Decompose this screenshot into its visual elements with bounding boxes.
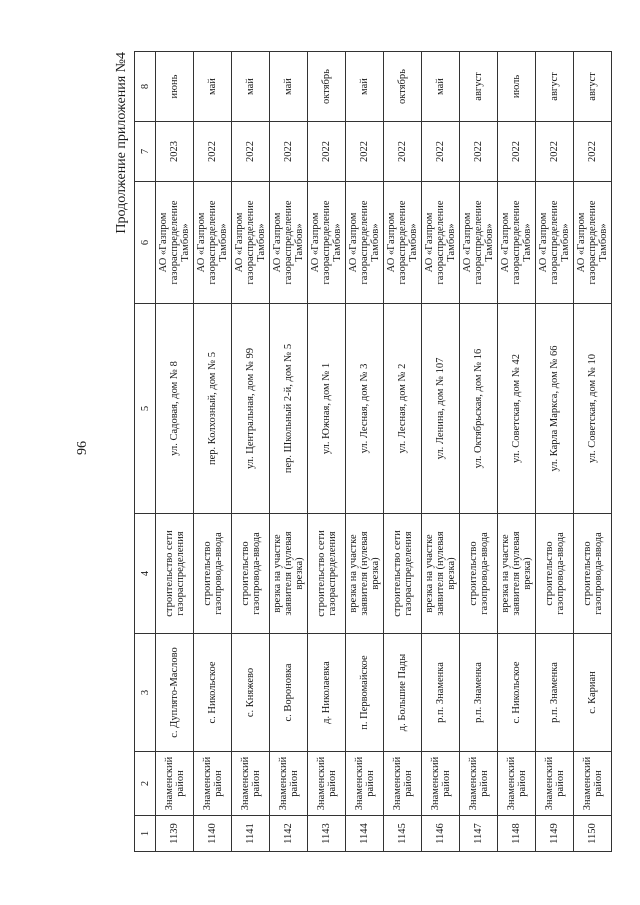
table-cell: 1144 [346, 816, 384, 852]
table-cell: ул. Ленина, дом № 107 [422, 304, 460, 514]
rotated-sheet [112, 52, 609, 852]
table-row [156, 52, 194, 852]
table-cell: 1150 [574, 816, 612, 852]
table-cell: 2022 [536, 122, 574, 182]
table-cell: врезка на участке заявителя (нулевая врезка) [270, 514, 308, 634]
column-header: 7 [135, 122, 156, 182]
table-body [156, 52, 612, 852]
table-cell: октябрь [384, 52, 422, 122]
table-row [536, 52, 574, 852]
table-cell: АО «Газпром газораспределение Тамбов» [574, 182, 612, 304]
table-row [308, 52, 346, 852]
column-header: 2 [135, 752, 156, 816]
table-cell: Знаменский район [156, 752, 194, 816]
table-cell: ул. Центральная, дом № 99 [232, 304, 270, 514]
table-cell: ул. Октябрьская, дом № 16 [460, 304, 498, 514]
table-cell: 2022 [574, 122, 612, 182]
table-row [498, 52, 536, 852]
table-cell: 2022 [270, 122, 308, 182]
table-cell: ул. Советская, дом № 42 [498, 304, 536, 514]
table-cell: 2023 [156, 122, 194, 182]
table-row [422, 52, 460, 852]
table-cell: 1141 [232, 816, 270, 852]
appendix-title: Продолжение приложения №4 [114, 52, 129, 234]
table-cell: Знаменский район [232, 752, 270, 816]
table-cell: май [422, 52, 460, 122]
table-cell: ул. Лесная, дом № 2 [384, 304, 422, 514]
table-cell: 2022 [346, 122, 384, 182]
table-cell: Знаменский район [460, 752, 498, 816]
table-cell: 2022 [460, 122, 498, 182]
table-cell: строительство газопровода-ввода [460, 514, 498, 634]
table-cell: 2022 [232, 122, 270, 182]
table-cell: ул. Советская, дом № 10 [574, 304, 612, 514]
table-cell: строительство газопровода-ввода [536, 514, 574, 634]
table-cell: строительство газопровода-ввода [232, 514, 270, 634]
table-cell: 1147 [460, 816, 498, 852]
table-cell: 1149 [536, 816, 574, 852]
column-header: 8 [135, 52, 156, 122]
table-cell: 2022 [194, 122, 232, 182]
table-row [232, 52, 270, 852]
table-cell: пер. Колхозный, дом № 5 [194, 304, 232, 514]
table-row [346, 52, 384, 852]
table-cell: с. Никольское [498, 634, 536, 752]
table-cell: с. Княжево [232, 634, 270, 752]
table-cell: с. Вороновка [270, 634, 308, 752]
table-cell: АО «Газпром газораспределение Тамбов» [194, 182, 232, 304]
table-cell: пер. Школьный 2-й, дом № 5 [270, 304, 308, 514]
table-cell: июнь [156, 52, 194, 122]
table-cell: строительство сети газораспределения [156, 514, 194, 634]
table-cell: Знаменский район [498, 752, 536, 816]
table-cell: 1146 [422, 816, 460, 852]
table-cell: АО «Газпром газораспределение Тамбов» [536, 182, 574, 304]
table-cell: врезка на участке заявителя (нулевая врезка) [346, 514, 384, 634]
table-cell: Знаменский район [574, 752, 612, 816]
table-cell: 1143 [308, 816, 346, 852]
table-cell: ул. Южная, дом № 1 [308, 304, 346, 514]
table-cell: с. Дуплято-Маслово [156, 634, 194, 752]
table-cell: 2022 [422, 122, 460, 182]
table-cell: 1142 [270, 816, 308, 852]
table-cell: октябрь [308, 52, 346, 122]
table-cell: АО «Газпром газораспределение Тамбов» [498, 182, 536, 304]
table-cell: 1145 [384, 816, 422, 852]
table-cell: май [232, 52, 270, 122]
column-header: 3 [135, 634, 156, 752]
table-cell: 2022 [308, 122, 346, 182]
column-header: 4 [135, 514, 156, 634]
table-cell: Знаменский район [422, 752, 460, 816]
table-cell: д. Большие Пады [384, 634, 422, 752]
table-cell: август [460, 52, 498, 122]
table-cell: Знаменский район [384, 752, 422, 816]
table-cell: строительство газопровода-ввода [574, 514, 612, 634]
table-cell: врезка на участке заявителя (нулевая врезка) [422, 514, 460, 634]
table-row [460, 52, 498, 852]
table-cell: с. Кариан [574, 634, 612, 752]
table-cell: п. Первомайское [346, 634, 384, 752]
appendix-table [134, 51, 612, 852]
table-cell: д. Николаевка [308, 634, 346, 752]
table-cell: 2022 [498, 122, 536, 182]
table-cell: строительство сети газораспределения [308, 514, 346, 634]
table-cell: Знаменский район [270, 752, 308, 816]
table-cell: 1139 [156, 816, 194, 852]
table-cell: с. Никольское [194, 634, 232, 752]
table-cell: АО «Газпром газораспределение Тамбов» [384, 182, 422, 304]
table-cell: 1148 [498, 816, 536, 852]
table-cell: июль [498, 52, 536, 122]
table-row [384, 52, 422, 852]
table-cell: май [194, 52, 232, 122]
table-cell: р.п. Знаменка [422, 634, 460, 752]
table-cell: Знаменский район [194, 752, 232, 816]
table-cell: ул. Садовая, дом № 8 [156, 304, 194, 514]
table-row [574, 52, 612, 852]
table-cell: АО «Газпром газораспределение Тамбов» [460, 182, 498, 304]
table-row [194, 52, 232, 852]
table-cell: АО «Газпром газораспределение Тамбов» [232, 182, 270, 304]
table-cell: врезка на участке заявителя (нулевая врезка) [498, 514, 536, 634]
column-header: 6 [135, 182, 156, 304]
table-cell: АО «Газпром газораспределение Тамбов» [346, 182, 384, 304]
table-row [270, 52, 308, 852]
column-header: 5 [135, 304, 156, 514]
table-cell: 1140 [194, 816, 232, 852]
table-cell: строительство сети газораспределения [384, 514, 422, 634]
table-cell: август [536, 52, 574, 122]
table-cell: 2022 [384, 122, 422, 182]
table-cell: август [574, 52, 612, 122]
column-header: 1 [135, 816, 156, 852]
table-cell: АО «Газпром газораспределение Тамбов» [422, 182, 460, 304]
table-cell: ул. Карла Маркса, дом № 66 [536, 304, 574, 514]
table-cell: АО «Газпром газораспределение Тамбов» [270, 182, 308, 304]
table-cell: АО «Газпром газораспределение Тамбов» [308, 182, 346, 304]
header-row [135, 52, 156, 852]
page-number: 96 [75, 441, 90, 455]
table-cell: Знаменский район [536, 752, 574, 816]
table-cell: р.п. Знаменка [460, 634, 498, 752]
table-cell: р.п. Знаменка [536, 634, 574, 752]
table-cell: Знаменский район [346, 752, 384, 816]
table-cell: ул. Лесная, дом № 3 [346, 304, 384, 514]
table-cell: май [270, 52, 308, 122]
table-cell: Знаменский район [308, 752, 346, 816]
table-cell: АО «Газпром газораспределение Тамбов» [156, 182, 194, 304]
table-cell: строительство газопровода-ввода [194, 514, 232, 634]
table-cell: май [346, 52, 384, 122]
